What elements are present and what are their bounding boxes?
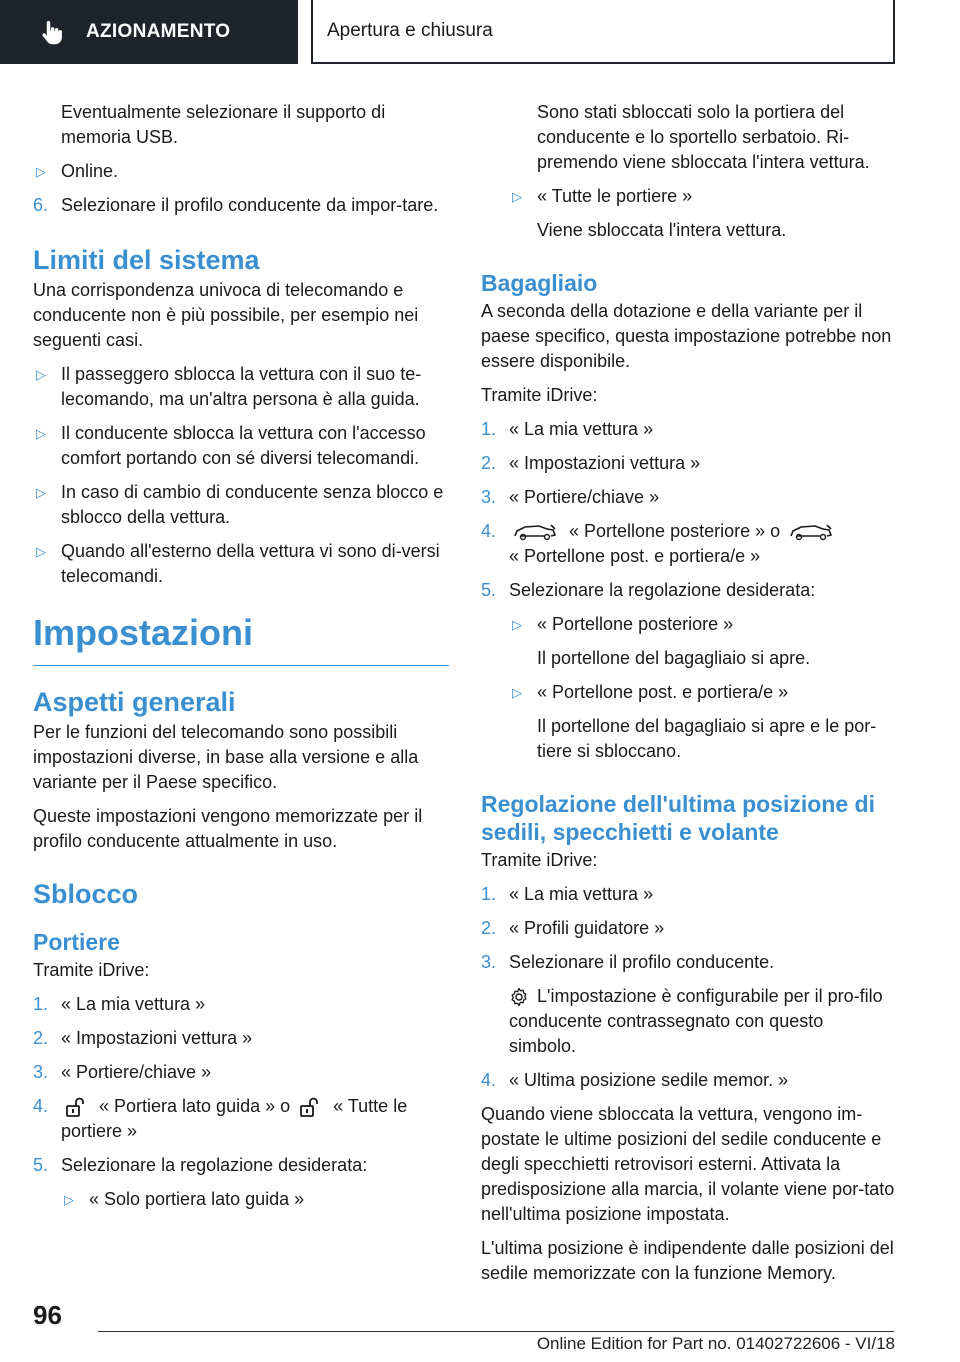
paragraph: L'ultima posizione è indipendente dalle posizioni del sedile memorizzate con la funzione Memory.	[481, 1238, 894, 1283]
list-item: ▷ Quando all'esterno della vettura vi sono di-versi telecomandi.	[36, 541, 440, 586]
list-item: 1. « La mia vettura »	[33, 994, 206, 1014]
triangle-bullet-icon: ▷	[512, 685, 522, 700]
list-item: ▷ Il passeggero sblocca la vettura con il suo te-lecomando, ma un'altra persona è alla guida.	[36, 364, 422, 409]
triangle-bullet-icon: ▷	[512, 617, 522, 632]
usb-note: Eventualmente selezionare il supporto di memoria USB.	[61, 102, 386, 147]
paragraph: Tramite iDrive:	[481, 385, 598, 405]
chapter-title: Apertura e chiusura	[327, 20, 493, 41]
triangle-bullet-icon: ▷	[36, 544, 46, 559]
paragraph: Per le funzioni del telecomando sono possibili impostazioni diverse, in base alla versione e alla variante per il Paese specifico.	[33, 722, 419, 792]
paragraph: Quando viene sbloccata la vettura, vengono im-postate le ultime posizioni del sedile conducente e degli specchietti retrovisori esterni. Attivata la predisposizione alla marcia, il volante viene por-tato nell'ultima posizione impostata.	[481, 1104, 895, 1224]
triangle-bullet-icon: ▷	[36, 426, 46, 441]
list-item: 3. « Portiere/chiave »	[33, 1062, 212, 1082]
list-item: ▷ In caso di cambio di conducente senza blocco e sblocco della vettura.	[36, 482, 444, 527]
paragraph: Queste impostazioni vengono memorizzate per il profilo conducente attualmente in uso.	[33, 806, 423, 851]
triangle-bullet-icon: ▷	[36, 164, 46, 179]
paragraph: Sono stati sbloccati solo la portiera del conducente e lo sportello serbatoio. Ri-premendo viene sbloccata l'intera vettura.	[537, 102, 870, 172]
list-item: 5. Selezionare la regolazione desiderata:	[33, 1155, 368, 1175]
list-item: ▷ « Tutte le portiere »	[481, 184, 895, 209]
triangle-bullet-icon: ▷	[512, 189, 522, 204]
list-item: 1. « La mia vettura »	[481, 884, 654, 904]
list-item: ▷ « Portellone posteriore »	[481, 612, 895, 637]
right-column	[481, 100, 895, 1295]
triangle-bullet-icon: ▷	[64, 1192, 74, 1207]
heading-sblocco: Sblocco	[33, 879, 139, 909]
paragraph: A seconda della dotazione e della variante per il paese specifico, questa impostazione potrebbe non essere disponibile.	[481, 301, 892, 371]
paragraph: Il portellone del bagagliaio si apre.	[537, 648, 811, 668]
heading-impostazioni: Impostazioni	[33, 611, 449, 666]
car-tailgate-icon	[789, 523, 833, 541]
triangle-bullet-icon: ▷	[36, 367, 46, 382]
car-tailgate-icon	[513, 523, 557, 541]
list-item: ▷ « Solo portiera lato guida »	[33, 1187, 449, 1212]
list-item: 5. Selezionare la regolazione desiderata:	[481, 580, 816, 600]
paragraph: Viene sbloccata l'intera vettura.	[537, 220, 787, 240]
list-item: ▷ Online.	[33, 159, 449, 184]
heading-aspetti: Aspetti generali	[33, 687, 236, 717]
left-column	[33, 100, 449, 1221]
paragraph: Una corrispondenza univoca di telecomando e conducente non è più possibile, per esempio nei seguenti casi.	[33, 280, 419, 350]
paragraph: Tramite iDrive:	[481, 850, 598, 870]
unlock-icon	[299, 1097, 321, 1117]
list-item: 4. « Portiera lato guida » o « Tutte le portiere »	[33, 1096, 408, 1141]
footer-divider	[98, 1331, 894, 1332]
list-item: ▷ « Portellone post. e portiera/e »	[481, 680, 895, 705]
list-item: 2. « Impostazioni vettura »	[481, 453, 701, 473]
heading-regolazione: Regolazione dell'ultima posizione di sedili, specchietti e volante	[481, 791, 875, 845]
gear-note: L'impostazione è configurabile per il pro-filo conducente contrassegnato con questo simbolo.	[509, 986, 883, 1056]
section-title: AZIONAMENTO	[86, 21, 231, 42]
heading-portiere: Portiere	[33, 929, 120, 955]
header-chapter-tab	[311, 0, 895, 64]
hand-icon	[38, 18, 66, 46]
list-item: 3. « Portiere/chiave »	[481, 487, 660, 507]
unlock-icon	[65, 1097, 87, 1117]
paragraph: Il portellone del bagagliaio si apre e le por-tiere si sbloccano.	[537, 716, 877, 761]
header-section-tab	[0, 0, 298, 64]
list-item: 6. Selezionare il profilo conducente da impor-tare.	[33, 195, 439, 215]
list-item: ▷ Il conducente sblocca la vettura con l'accesso comfort portando con sé diversi telecomandi.	[36, 423, 426, 468]
list-item: 4. « Ultima posizione sedile memor. »	[481, 1070, 789, 1090]
heading-bagagliaio: Bagagliaio	[481, 270, 598, 296]
heading-limiti: Limiti del sistema	[33, 245, 260, 275]
footer-edition: Online Edition for Part no. 01402722606 - VI/18	[536, 1334, 895, 1353]
list-item: 4. « Portellone posteriore » o « Portellone post. e portiera/e »	[481, 519, 895, 569]
list-item: 1. « La mia vettura »	[481, 419, 654, 439]
gear-icon	[509, 987, 529, 1007]
page-number: 96	[33, 1300, 62, 1330]
list-item: 3. Selezionare il profilo conducente.	[481, 952, 775, 972]
list-item: 2. « Profili guidatore »	[481, 918, 665, 938]
paragraph: Tramite iDrive:	[33, 960, 150, 980]
list-item: 2. « Impostazioni vettura »	[33, 1028, 253, 1048]
triangle-bullet-icon: ▷	[36, 485, 46, 500]
